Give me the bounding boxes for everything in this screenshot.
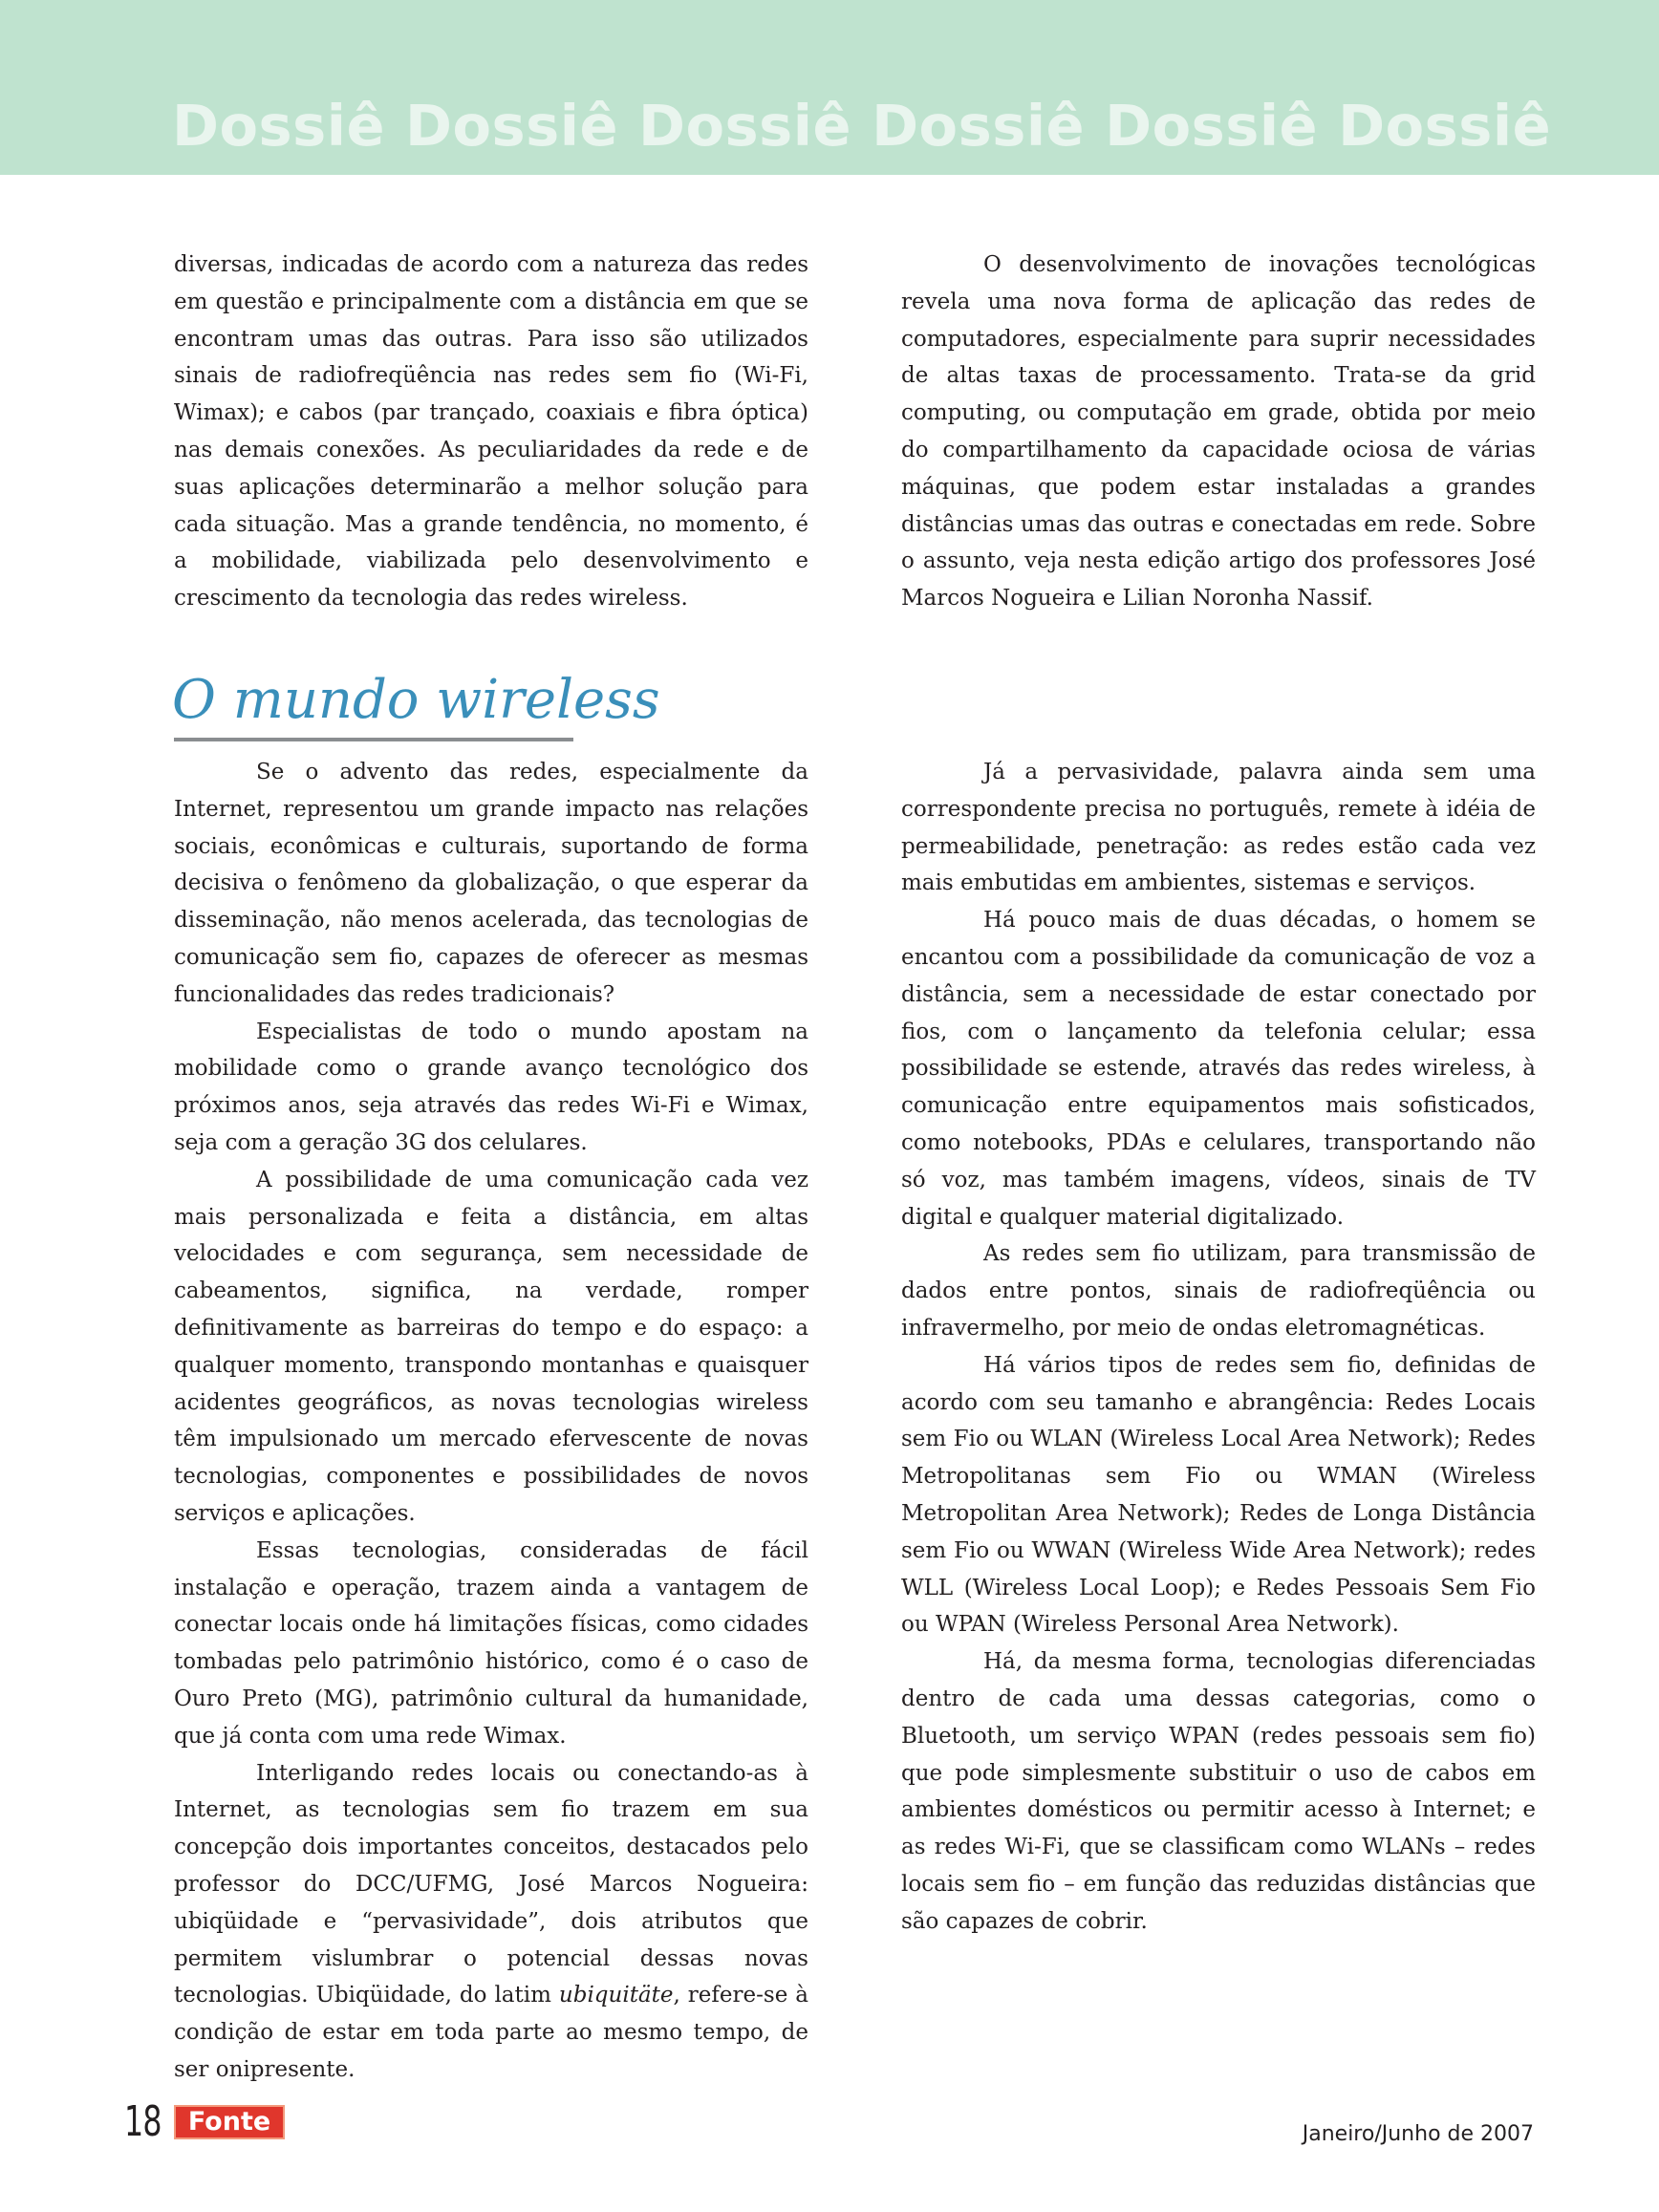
body-paragraph: Especialistas de todo o mundo apostam na mobilidade como o grande avanço tecnológico dos próximos anos, seja através das redes Wi-Fi e Wimax, seja com a geração 3G dos celulares. <box>174 1019 808 1155</box>
heading-underline <box>174 738 573 741</box>
paragraph-text: Interligando redes locais ou conectando-as à Internet, as tecnologias sem fio trazem em sua concepção dois importantes conceitos, destacados pelo professor do DCC/UFMG, José Marcos Nogueira: ubiqüidade e “pervasividade”, dois atributos que permitem vislumbrar o potencial dessas novas tecnologias. Ubiqüidade, do latim <box>174 1760 808 2008</box>
header-banner <box>0 0 1659 175</box>
intro-left-column <box>174 247 808 617</box>
issue-date: Janeiro/Junho de 2007 <box>1302 2122 1534 2146</box>
body-paragraph: A possibilidade de uma comunicação cada vez mais personalizada e feita a distância, em altas velocidades e com segurança, sem necessidade de cabeamentos, significa, na verdade, romper definitivamente as barreiras do tempo e do espaço: a qualquer momento, transpondo montanhas e quaisquer acidentes geográficos, as novas tecnologias wireless têm impulsionado um mercado efervescente de novas tecnologias, componentes e possibilidades de novos serviços e aplicações. <box>174 1167 808 1526</box>
intro-right-paragraph: O desenvolvimento de inovações tecnológicas revela uma nova forma de aplicação das redes de computadores, especialmente para suprir necessidades de altas taxas de processamento. Trata-se da grid computing, ou computação em grade, obtida por meio do compartilhamento da capacidade ociosa de várias máquinas, que podem estar instaladas a grandes distâncias umas das outras e conectadas em rede. Sobre o assunto, veja nesta edição artigo dos professores José Marcos Nogueira e Lilian Noronha Nassif. <box>901 252 1536 612</box>
logo-text: Fonte <box>187 2107 271 2137</box>
body-paragraph: Há vários tipos de redes sem fio, definidas de acordo com seu tamanho e abrangência: Redes Locais sem Fio ou WLAN (Wireless Local Area Network); Redes Metropolitanas sem Fio ou WMAN (Wireless Metropolitan Area Network); Redes de Longa Distância sem Fio ou WWAN (Wireless Wide Area Network); redes WLL (Wireless Local Loop); e Redes Pessoais Sem Fio ou WPAN (Wireless Personal Area Network). <box>901 1352 1536 1638</box>
body-paragraph: Há, da mesma forma, tecnologias diferenciadas dentro de cada uma dessas categorias, como o Bluetooth, um serviço WPAN (redes pessoais sem fio) que pode simplesmente substituir o uso de cabos em ambientes domésticos ou permitir acesso à Internet; e as redes Wi-Fi, que se classificam como WLANs – redes locais sem fio – em função das reduzidas distâncias que são capazes de cobrir. <box>901 1649 1536 1934</box>
intro-left-paragraph: diversas, indicadas de acordo com a natureza das redes em questão e principalmente com a distância em que se encontram umas das outras. Para isso são utilizados sinais de radiofreqüência nas redes sem fio (Wi-Fi, Wimax); e cabos (par trançado, coaxiais e fibra óptica) nas demais conexões. As peculiaridades da rede e de suas aplicações determinarão a melhor solução para cada situação. Mas a grande tendência, no momento, é a mobilidade, viabilizada pelo desenvolvimento e crescimento da tecnologia das redes wireless. <box>174 252 808 612</box>
section-heading: O mundo wireless <box>172 669 660 731</box>
section-banner-title: Dossiê Dossiê Dossiê Dossiê Dossiê Dossiê <box>172 93 1552 159</box>
body-left-column <box>174 754 808 2089</box>
body-paragraph: Há pouco mais de duas décadas, o homem se encantou com a possibilidade da comunicação de voz a distância, sem a necessidade de estar conectado por fios, com o lançamento da telefonia celular; essa possibilidade se estende, através das redes wireless, à comunicação entre equipamentos mais sofisticados, como notebooks, PDAs e celulares, transportando não só voz, mas também imagens, vídeos, sinais de TV digital e qualquer material digitalizado. <box>901 908 1536 1230</box>
fonte-logo <box>174 2105 285 2139</box>
page-number: 18 <box>124 2097 162 2146</box>
body-paragraph: Já a pervasividade, palavra ainda sem uma correspondente precisa no português, remete à idéia de permeabilidade, penetração: as redes estão cada vez mais embutidas em ambientes, sistemas e serviços. <box>901 760 1536 896</box>
paragraph-text: , refere-se à condição de estar em toda parte ao mesmo tempo, de ser onipresente. <box>174 1983 809 2082</box>
intro-right-column <box>901 247 1536 617</box>
body-paragraph: Essas tecnologias, consideradas de fácil instalação e operação, trazem ainda a vantagem de conectar locais onde há limitações físicas, como cidades tombadas pelo patrimônio histórico, como é o caso de Ouro Preto (MG), patrimônio cultural da humanidade, que já conta com uma rede Wimax. <box>174 1537 808 1749</box>
body-paragraph: As redes sem fio utilizam, para transmissão de dados entre pontos, sinais de radiofreqüência ou infravermelho, por meio de ondas eletromagnéticas. <box>901 1241 1536 1341</box>
body-right-column <box>901 754 1536 1941</box>
body-paragraph: Se o advento das redes, especialmente da Internet, representou um grande impacto nas relações sociais, econômicas e culturais, suportando de forma decisiva o fenômeno da globalização, o que esperar da disseminação, não menos acelerada, das tecnologias de comunicação sem fio, capazes de oferecer as mesmas funcionalidades das redes tradicionais? <box>174 760 808 1007</box>
body-paragraph-ubiquity <box>174 1755 808 2089</box>
latin-term: ubiquitäte <box>558 1983 674 2008</box>
